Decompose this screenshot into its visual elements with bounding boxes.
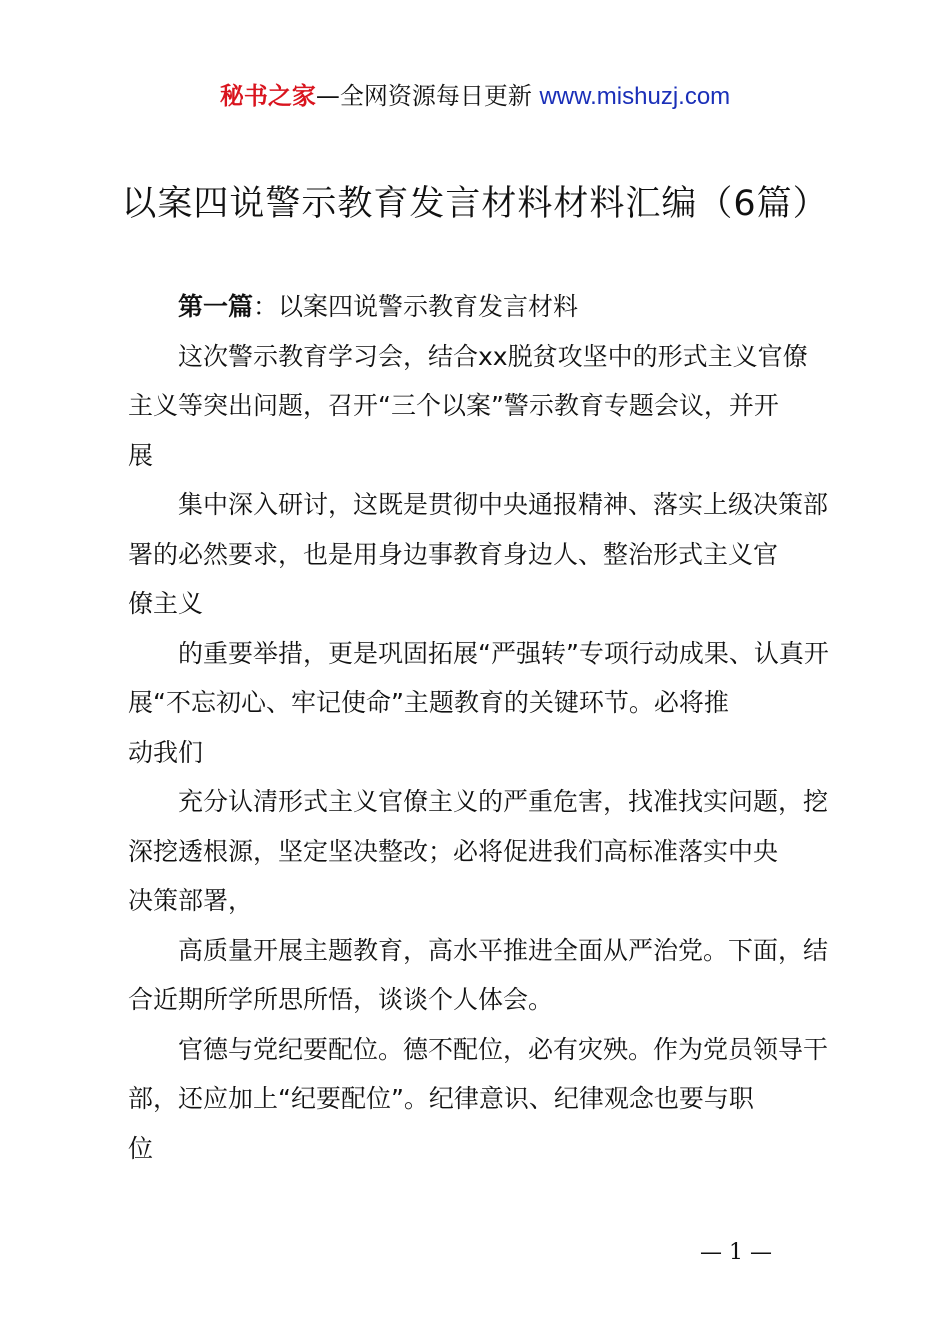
section-heading [128,282,832,332]
site-url[interactable]: www.mishuzj.com [539,83,731,110]
paragraph: 集中深入研讨，这既是贯彻中央通报精神、落实上级决策部署的必然要求，也是用身边事教育身边人、整治形式主义官 [128,490,829,569]
paragraph: 高质量开展主题教育，高水平推进全面从严治党。下面，结合近期所学所思所悟，谈谈个人体会。 [128,935,829,1014]
site-header [0,80,950,113]
paragraph: 充分认清形式主义官僚主义的严重危害，找准找实问题，挖深挖透根源，坚定坚决整改；必将促进我们高标准落实中央 [128,787,829,866]
paragraph-fragment: 动我们 [128,737,204,767]
paragraph-fragment: 决策部署， [128,886,254,915]
section-heading-text: ：以案四说警示教育发言材料 [253,292,579,321]
paragraph-fragment: 位 [128,1133,154,1163]
paragraph-fragment: 展 [128,440,154,470]
site-tagline: —全网资源每日更新 [315,82,540,110]
document-title: 以案四说警示教育发言材料材料汇编（6篇） [121,184,829,224]
site-brand: 秘书之家 [219,82,316,110]
paragraph: 官德与党纪要配位。德不配位，必有灾殃。作为党员领导干部，还应加上“纪要配位”。纪律意识、纪律观念也要与职 [128,1034,829,1113]
paragraph-fragment: 僚主义 [128,589,204,618]
page-number: — 1 — [700,1240,772,1265]
document-body [128,282,832,1173]
paragraph: 的重要举措，更是巩固拓展“严强转”专项行动成果、认真开展“不忘初心、牢记使命”主题教育的关键环节。必将推 [128,638,829,717]
section-label: 第一篇 [178,292,254,321]
paragraph: 这次警示教育学习会，结合xx脱贫攻坚中的形式主义官僚主义等突出问题，召开“三个以案”警示教育专题会议，并开 [128,341,808,420]
